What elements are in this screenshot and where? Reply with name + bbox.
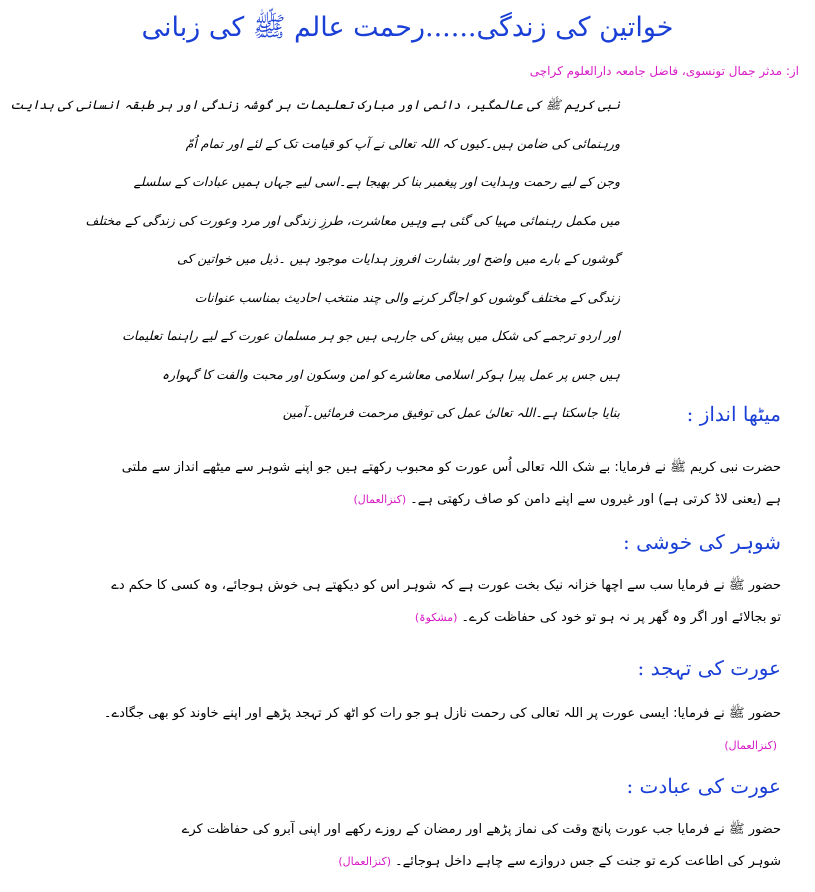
paragraph-line: حضور ﷺ نے فرمایا سب سے اچھا خزانہ نیک بخت عورت ہے کہ شوہر اس کو دیکھتے ہی خوش ہوجائے، وہ کسی کا حکم دے: [111, 578, 781, 593]
section-heading-worship: عورت کی عبادت :: [626, 774, 781, 798]
intro-line: گوشوں کے بارے میں واضح اور بشارت افروز ہدایات موجود ہیں ۔ذیل میں خواتین کی: [177, 251, 620, 266]
author-byline: از: مدثر جمال تونسوی، فاضل جامعہ دارالعلوم کراچی: [529, 64, 799, 78]
reference-label: (کنزالعمال): [724, 739, 777, 752]
section-heading-tahajjud: عورت کی تہجد :: [637, 656, 781, 680]
intro-line: زندگی کے مختلف گوشوں کو اجاگر کرنے والی چند منتخب احادیث بمناسب عنوانات: [194, 289, 620, 305]
intro-line: ہیں جس پر عمل پیرا ہوکر اسلامی معاشرے کو امن وسکون اور محبت والفت کا گہوارہ: [161, 366, 620, 382]
section-paragraph-worship: [31, 814, 781, 878]
intro-paragraph: [10, 86, 620, 433]
reference-label: (کنزالعمال): [338, 855, 392, 868]
paragraph-line: حضور ﷺ نے فرمایا جب عورت پانچ وقت کی نماز پڑھے اور رمضان کے روزے رکھے اور اپنی آبرو کی حفاظت کرے: [181, 822, 781, 837]
section-heading-husband-happiness: شوہر کی خوشی :: [623, 530, 781, 554]
paragraph-line: حضرت نبی کریم ﷺ نے فرمایا: بے شک اللہ تعالی اُس عورت کو محبوب رکھتے ہیں جو اپنے شوہر سے میٹھے انداز سے ملتی: [121, 460, 781, 475]
paragraph-line: شوہر کی اطاعت کرے تو جنت کے جس دروازے سے چاہے داخل ہوجائے۔(کنزالعمال): [338, 854, 781, 869]
section-heading-sweet-manner: میٹھا انداز :: [686, 402, 781, 426]
intro-line: میں مکمل رہنمائی مہیا کی گئی ہے وہیں معاشرت، طرزِ زندگی اور مرد وعورت کی زندگی کے مختلف: [85, 212, 620, 228]
paragraph-line: حضور ﷺ نے فرمایا: ایسی عورت پر اللہ تعالی کی رحمت نازل ہو جو رات کو اٹھ کر تہجد پڑھے اور اپنے خاوند کو بھی جگادے۔: [103, 706, 781, 721]
section-paragraph-sweet-manner: [31, 452, 781, 516]
intro-line: ورہنمائی کی ضامن ہیں۔کیوں کہ اللہ تعالی نے آپ کو قیامت تک کے لئے اور تمام اُمّ: [185, 135, 620, 151]
section-paragraph-tahajjud: [31, 698, 781, 762]
reference-label: (کنزالعمال): [353, 493, 407, 506]
intro-line: نبی کریم ﷺ کی عالمگیر، دائمی اور مبارک تعلیمات ہر گوشہ زندگی اور ہر طبقہ انسانی کی ہدایت: [10, 97, 620, 112]
paragraph-line: ہے (یعنی لاڈ کرتی ہے) اور غیروں سے اپنے دامن کو صاف رکھتی ہے۔(کنزالعمال): [353, 492, 781, 507]
paragraph-line: تو بجالائے اور اگر وہ گھر پر نہ ہو تو خود کی حفاظت کرے۔(مشکوۃ): [414, 610, 781, 625]
page-title: خواتین کی زندگی......رحمت عالم ﷺ کی زبانی: [141, 12, 674, 43]
paragraph-line: [31, 730, 781, 762]
reference-label: (مشکوۃ): [414, 611, 458, 624]
intro-line: بنایا جاسکتا ہے۔اللہ تعالیٰ عمل کی توفیق مرحمت فرمائیں۔آمین: [282, 405, 620, 420]
intro-line: وجن کے لیے رحمت وہدایت اور پیغمبر بنا کر بھیجا ہے۔اسی لیے جہاں ہمیں عبادات کے سلسلے: [133, 174, 620, 189]
section-paragraph-husband-happiness: [31, 570, 781, 634]
intro-line: اور اردو ترجمے کی شکل میں پیش کی جارہی ہیں جو ہر مسلمان عورت کے لیے راہنما تعلیمات: [122, 328, 620, 343]
